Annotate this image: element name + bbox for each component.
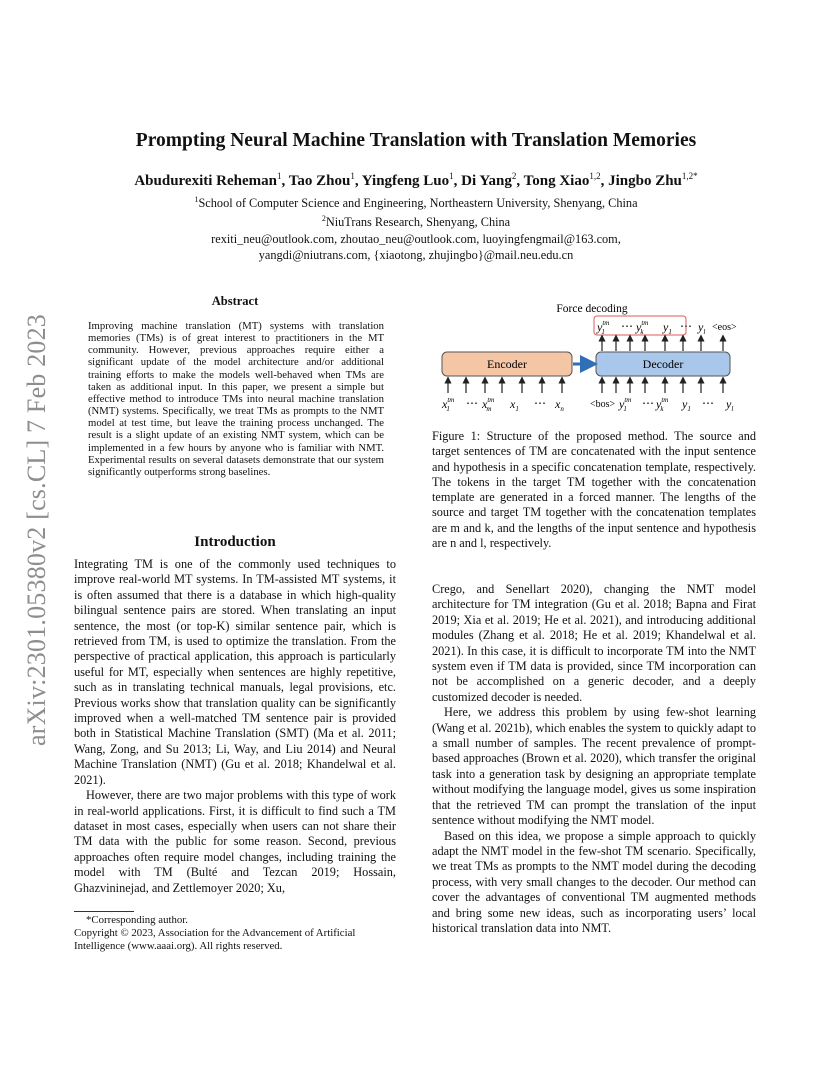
footnote bbox=[74, 914, 396, 953]
decoder-output-arrows bbox=[602, 338, 723, 351]
author-affil-mark: 2 bbox=[511, 171, 517, 181]
token-yl: $y_l$ bbox=[726, 397, 734, 413]
corresponding-note: *Corresponding author. bbox=[86, 914, 188, 926]
token-eos: <eos> bbox=[712, 322, 737, 333]
token-xn: $x_n$ bbox=[555, 397, 564, 413]
token-x1tm: $x^{tm}$ 1 bbox=[442, 396, 455, 413]
introduction-body bbox=[74, 557, 396, 896]
token-ellipsis: ⋯ bbox=[642, 396, 654, 410]
author: Jingbo Zhu bbox=[608, 173, 682, 189]
author-affil-mark: 1 bbox=[449, 171, 454, 181]
figure-1-diagram bbox=[436, 298, 756, 418]
affiliation-line: $^2$NiuTrans Research, Shenyang, China bbox=[321, 214, 511, 230]
author-affil-mark: 1,2* bbox=[681, 171, 698, 181]
author-affil-mark: 1 bbox=[350, 171, 355, 181]
affiliation-line: $^1$School of Computer Science and Engineering, Northeastern University, Shenyang, China bbox=[194, 195, 638, 211]
email-line: yangdi@niutrans.com, {xiaotong, zhujingbo}@mail.neu.edu.cn bbox=[258, 247, 574, 262]
abstract-text: Improving machine translation (MT) systems with translation memories (TMs) is of great interest to practitioners in the MT community. However, previous approaches require either a significant update of the model architecture and/or additional training efforts to make the models well-behaved when TMs are taken as additional input. In this paper, we present a simple but effective method to introduce TMs into neural machine translation (NMT) systems. Specifically, we treat TMs as prompts to the NMT model at test time, but leave the training process unchanged. The result is a slight update of an existing NMT system, which can be implemented in a few hours by anyone who is familiar with NMT. Experimental results on several datasets demonstrate that our system significantly outperforms strong baselines. bbox=[88, 320, 384, 478]
encoder-label: Encoder bbox=[487, 357, 527, 371]
introduction-heading: Introduction bbox=[194, 534, 276, 550]
author: Abudurexiti Reheman bbox=[134, 173, 277, 189]
footnote-rule bbox=[74, 911, 134, 912]
encoder-input-arrows bbox=[448, 380, 562, 393]
decoder-output-tokens bbox=[596, 319, 737, 336]
decoder-input-arrows bbox=[602, 380, 723, 393]
paragraph: Crego, and Senellart 2020), changing the NMT model architecture for TM integration (Gu et al. 2018; Bapna and Firat 2019; Xia et al. 2019; He et al. 2021), and introducing additional modules (Zhang et al. 2018; He et al. 2019; Khandelwal et al. 2021). In this case, it is difficult to incorporate TM into the NMT system even if TM data is provided, since TM incorporation can not be accomplished on a generic decoder, and a deeply customized decoder is needed. bbox=[432, 582, 756, 704]
author-affil-mark: 1 bbox=[277, 171, 282, 181]
figure-1-caption: Figure 1: Structure of the proposed method. The source and target sentences of TM are concatenated with the input sentence and hypothesis in a specific concatenation template, respectively. The tokens in the target TM together with the concatenation template are generated in a forced manner. The lengths of the source and target TM together with the concatenation templates are m and k, and the lengths of the input sentence and hypothesis are n and l, respectively. bbox=[432, 429, 756, 551]
encoder-input-tokens bbox=[441, 396, 564, 413]
paragraph: Integrating TM is one of the commonly used techniques to improve real-world MT systems. In TM-assisted MT systems, it is often assumed that there is a database in which high-quality bilingual sentence pairs are stored. When translating an input sentence, the most (or top-K) similar sentence pair, which is retrieved from TM, is used to optimize the translation. From the perspective of practical application, this approach is particularly useful for MT, especially when sentences are highly repetitive, such as in translating technical manuals, legal provisions, etc. Previous works show that translation quality can be significantly improved when a well-matched TM sentence pair is provided both in Statistical Machine Translation (SMT) (Ma et al. 2011; Wang, Zong, and Su 2013; Li, Way, and Liu 2014) and Neural Machine Translation (NMT) (Gu et al. 2018; Khandelwal et al. 2021). bbox=[74, 557, 396, 787]
token-x1: $x_1$ bbox=[510, 397, 519, 413]
affiliations bbox=[74, 192, 758, 263]
token-y1: $y_1$ bbox=[663, 320, 672, 336]
token-yktm: $y^{tm}$ k bbox=[636, 319, 649, 336]
author-list: Abudurexiti Reheman$^1$, Tao Zhou$^1$, Yingfeng Luo$^1$, Di Yang$^2$, Tong Xiao$^{1,2}$, Jingbo Zhu$^{1,2*}$ bbox=[134, 171, 698, 189]
paragraph: Based on this idea, we propose a simple approach to quickly adapt the NMT model in the few-shot TM scenario. Specifically, we treat TMs as prompts to the NMT model during the decoding process, with very small changes to the decoder. Our method can cover the advantages of conventional TM augmented methods and bring some new ideas, such as incorporating users’ local historical translation data into NMT. bbox=[432, 828, 756, 935]
copyright-note: Copyright © 2023, Association for the Advancement of Artificial Intelligence (www.aaai.org). All rights reserved. bbox=[74, 927, 356, 952]
token-yktm: $y^{tm}$ k bbox=[656, 396, 669, 413]
force-decoding-label: Force decoding bbox=[556, 303, 628, 315]
email-line: rexiti_neu@outlook.com, zhoutao_neu@outlook.com, luoyingfengmail@163.com, bbox=[211, 231, 621, 246]
author-affil-mark: 1,2 bbox=[589, 171, 601, 181]
token-ellipsis: ⋯ bbox=[680, 319, 692, 333]
paragraph: However, there are two major problems with this type of work in real-world applications. First, it is difficult to find such a TM dataset in most cases, especially when users can not share their TM data with the public for some reason. Second, previous approaches often require model changes, including training the model with TM (Bulté and Tezcan 2019; Hossain, Ghazvininejad, and Zettlemoyer 2020; Xu, bbox=[74, 788, 396, 895]
paper-title: Prompting Neural Machine Translation with Translation Memories bbox=[135, 130, 697, 151]
token-ellipsis: ⋯ bbox=[621, 319, 633, 333]
token-y1tm: $y^{tm}$ 1 bbox=[597, 319, 610, 336]
token-xmtm: $x^{tm}$ m bbox=[482, 396, 495, 413]
token-ellipsis: ⋯ bbox=[534, 396, 546, 410]
token-y1tm: $y^{tm}$ 1 bbox=[619, 396, 632, 413]
arxiv-id: arXiv:2301.05380v2 [cs.CL] 7 Feb 2023 bbox=[22, 313, 51, 747]
author: Tao Zhou bbox=[288, 173, 351, 189]
token-ellipsis: ⋯ bbox=[702, 396, 714, 410]
token-bos: <bos> bbox=[590, 399, 616, 410]
author: Tong Xiao bbox=[523, 173, 590, 189]
author: Yingfeng Luo bbox=[361, 173, 450, 189]
right-column-body bbox=[432, 582, 756, 936]
token-yl: $y_l$ bbox=[698, 320, 706, 336]
abstract-heading: Abstract bbox=[211, 294, 259, 308]
paragraph: Here, we address this problem by using few-shot learning (Wang et al. 2021b), which enables the system to quickly adapt to a small number of samples. The recent prevalence of prompt-based approaches (Brown et al. 2020), which transfer the original task into a generation task by designing an appropriate template without modifying the language model, gives us some inspiration that the retrieved TM can prompt the translation of the input sentence without modifying the NMT model. bbox=[432, 705, 756, 828]
author: Di Yang bbox=[461, 173, 512, 189]
arxiv-stamp bbox=[14, 290, 60, 770]
token-y1: $y_1$ bbox=[682, 397, 691, 413]
token-ellipsis: ⋯ bbox=[466, 396, 478, 410]
decoder-input-tokens bbox=[590, 396, 733, 413]
decoder-label: Decoder bbox=[642, 357, 684, 371]
